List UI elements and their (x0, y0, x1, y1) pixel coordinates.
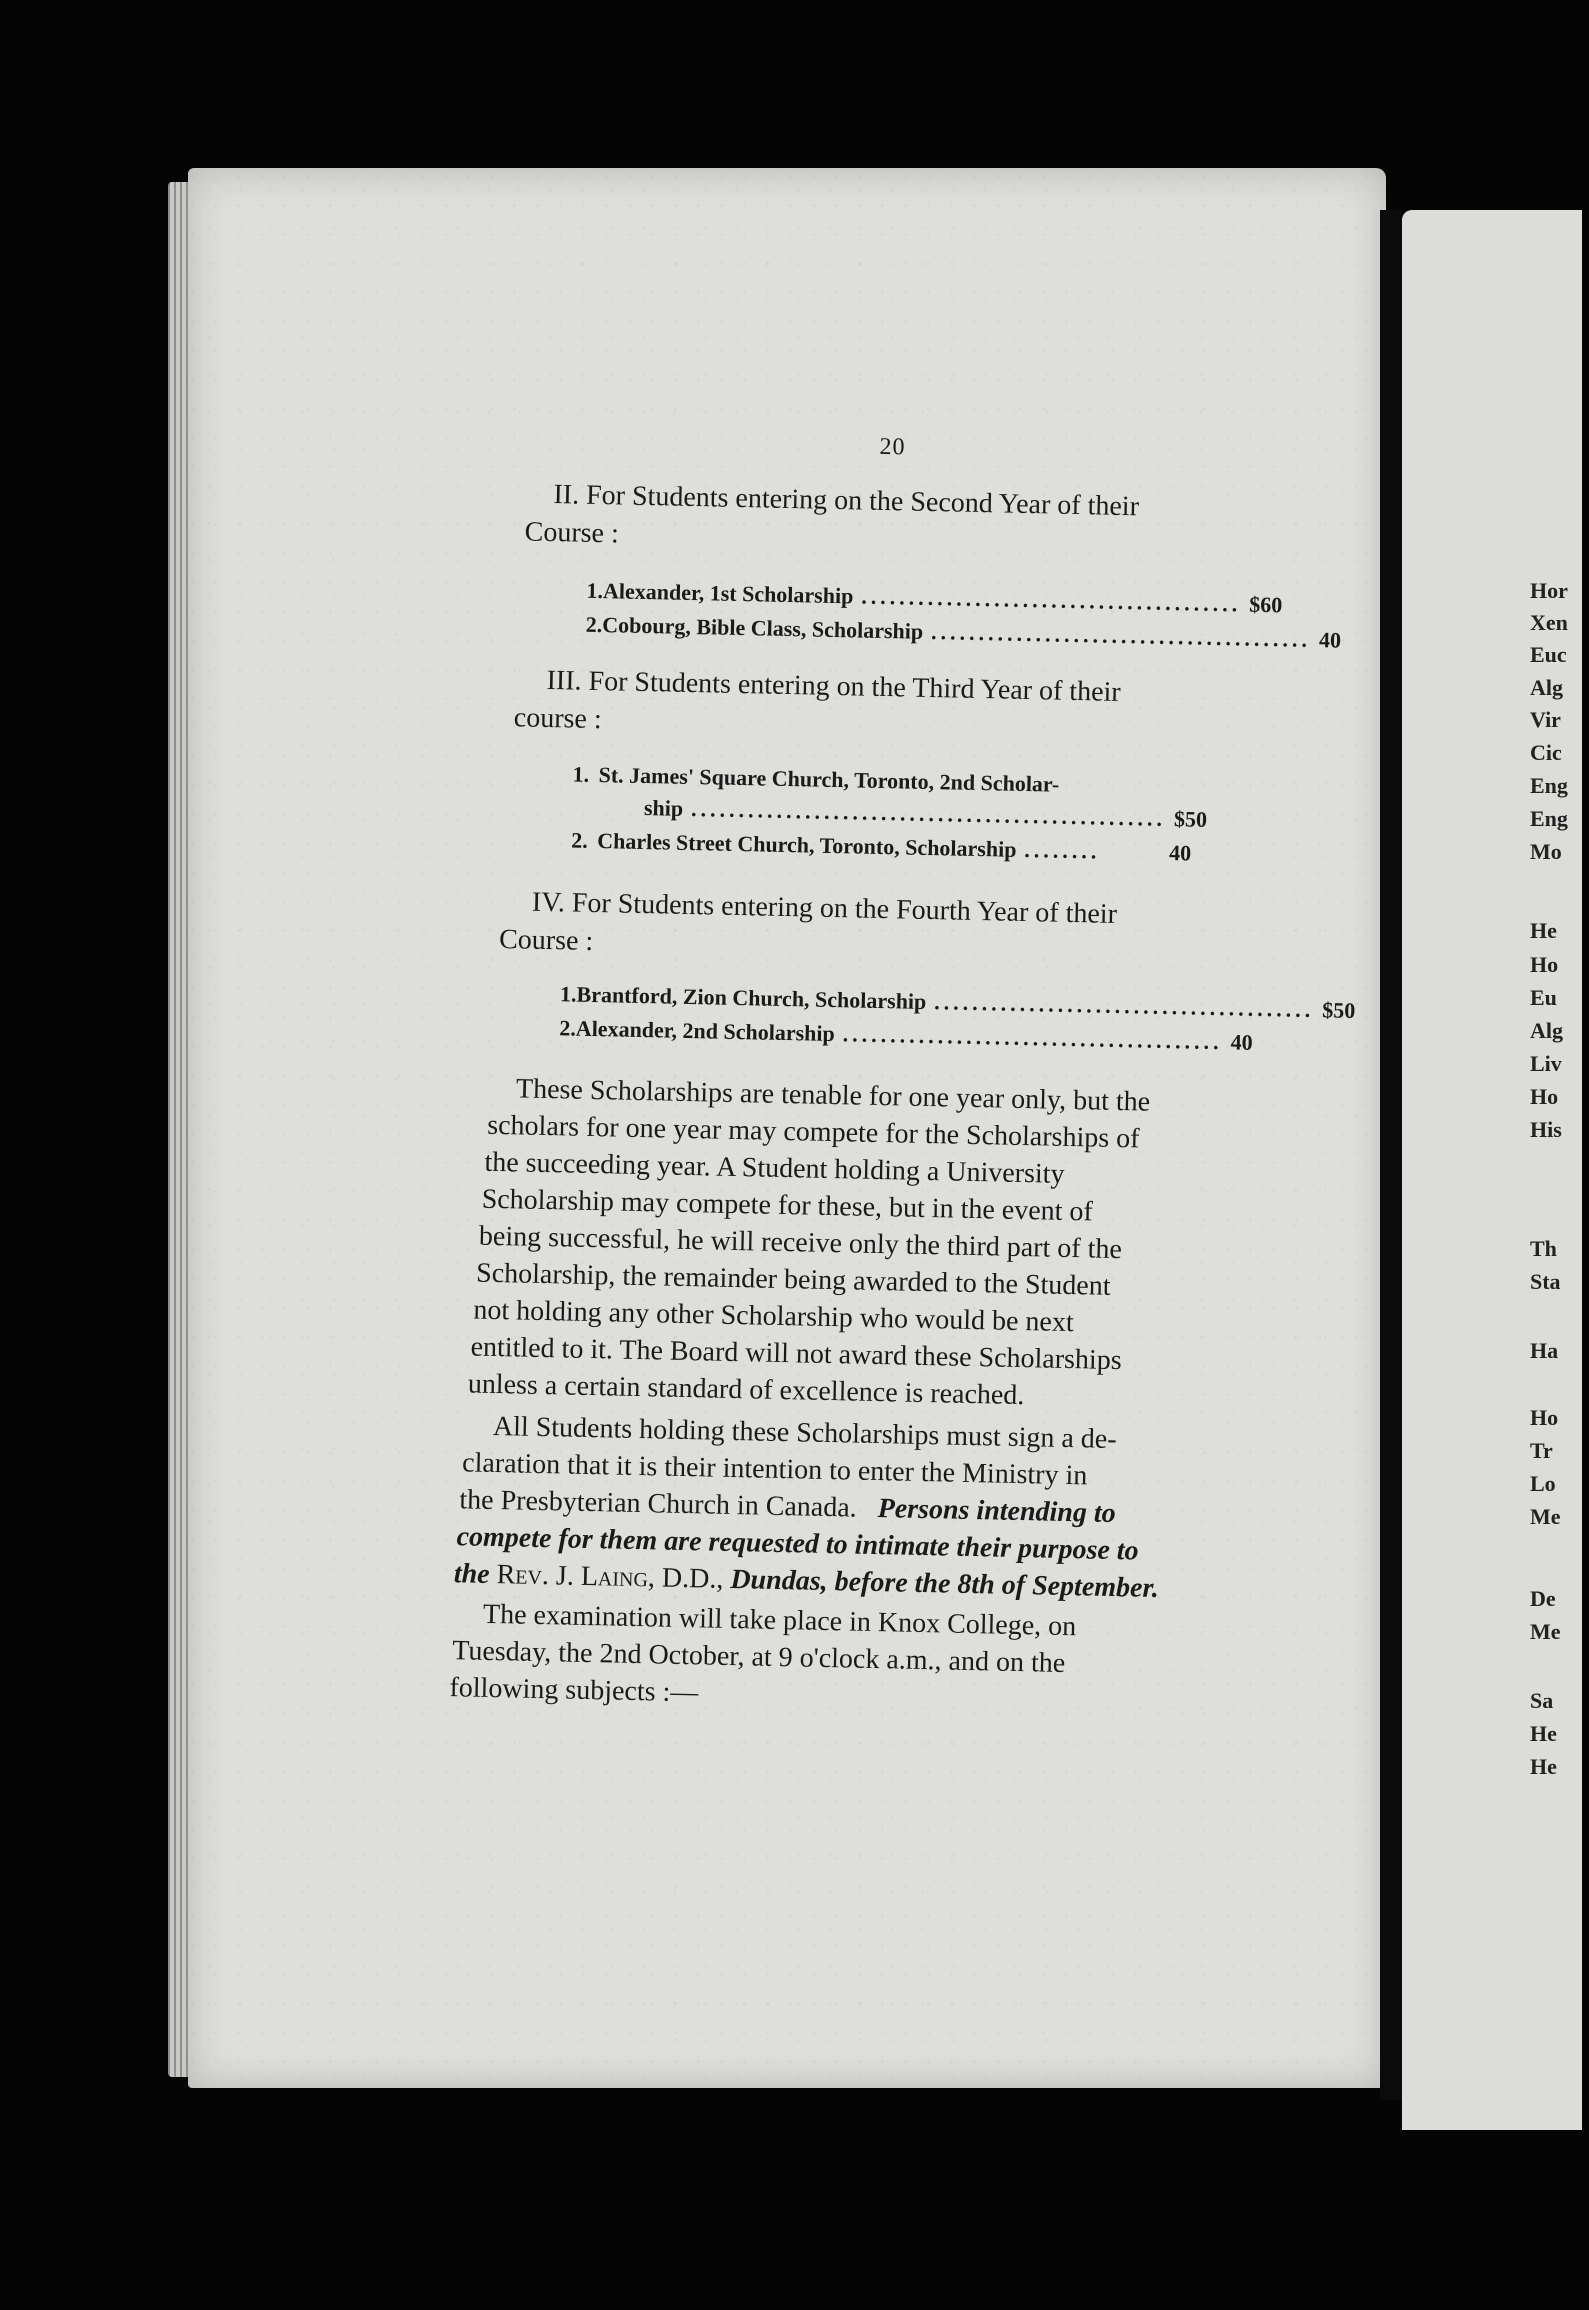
item-number: 2. (559, 1015, 577, 1041)
item-number: 2. (571, 827, 589, 853)
item-amount: $50 (1173, 806, 1208, 832)
leader-dots: ........................................ (861, 583, 1242, 617)
item-amount: 40 (1318, 627, 1342, 653)
right-fragment: Eng (1530, 806, 1568, 831)
item-text: St. James' Square Church, Toronto, 2nd Scholar- (598, 762, 1060, 797)
right-fragment: De (1530, 1586, 1556, 1611)
right-fragment: Sta (1530, 1269, 1561, 1294)
paragraph-line: being successful, he will receive only the third part of the (478, 1220, 1123, 1266)
paragraph-line: unless a certain standard of excellence is reached. (467, 1368, 1025, 1412)
list-item-continuation (643, 795, 1208, 832)
italic-text: the (453, 1558, 490, 1590)
section-heading-continuation: course : (513, 702, 602, 736)
leader-dots: .................................................. (690, 796, 1167, 831)
right-fragment: Euc (1530, 642, 1567, 667)
item-text: Alexander, 2nd Scholarship (575, 1015, 836, 1047)
right-fragment: Me (1530, 1619, 1561, 1644)
right-fragment: Alg (1530, 1018, 1563, 1043)
list-item (585, 611, 1342, 653)
item-number: 2. (585, 611, 603, 638)
paragraph-line: scholars for one year may compete for the Scholarships of (486, 1109, 1140, 1155)
right-fragment: He (1530, 918, 1557, 943)
paragraph-line: These Scholarships are tenable for one year only, but the (515, 1073, 1151, 1118)
paragraph-line: not holding any other Scholarship who would be next (473, 1294, 1074, 1339)
right-fragment: Ho (1530, 1084, 1559, 1109)
leader-dots: ........................................ (842, 1021, 1223, 1055)
item-text: Brantford, Zion Church, Scholarship (576, 981, 927, 1014)
item-amount: 40 (1230, 1029, 1253, 1055)
section-heading: III. For Students entering on the Third Year of their (546, 664, 1121, 708)
right-fragment: Th (1530, 1236, 1557, 1261)
leader-dots: ........................................ (934, 989, 1315, 1023)
item-text: Alexander, 1st Scholarship (602, 578, 854, 609)
paragraph-line: Scholarship, the remainder being awarded to the Student (475, 1257, 1111, 1302)
paragraph-line: following subjects :— (449, 1672, 699, 1709)
right-fragment: Vir (1530, 707, 1561, 732)
page-number: 20 (879, 433, 906, 461)
paragraph-line: The examination will take place in Knox College, on (482, 1598, 1077, 1643)
paragraph-line: compete for them are requested to intimate their purpose to (456, 1521, 1139, 1567)
right-fragment: Eng (1530, 773, 1568, 798)
section-heading: IV. For Students entering on the Fourth Year of their (531, 886, 1118, 930)
right-fragment: Ha (1530, 1338, 1559, 1363)
right-fragment: His (1530, 1117, 1562, 1142)
item-amount: 40 (1168, 840, 1192, 866)
italic-text: Persons intending to (877, 1493, 1117, 1530)
item-amount: $50 (1321, 997, 1356, 1023)
right-fragment: Tr (1530, 1438, 1553, 1463)
right-fragment: Eu (1530, 985, 1557, 1010)
plain-text: the Presbyterian Church in Canada. (459, 1484, 858, 1524)
section-heading-continuation: Course : (524, 516, 620, 550)
italic-text: Dundas, before the 8th of September. (730, 1563, 1160, 1604)
right-fragment: He (1530, 1754, 1557, 1779)
list-item (571, 828, 1191, 867)
right-fragment: Xen (1530, 610, 1568, 635)
right-fragment: Lo (1530, 1471, 1556, 1496)
paragraph-line: Scholarship may compete for these, but in the event of (481, 1183, 1094, 1228)
item-number: 1. (559, 981, 577, 1007)
right-fragment: Hor (1530, 578, 1568, 603)
right-fragment: Liv (1530, 1051, 1562, 1076)
item-text: ship (643, 795, 684, 821)
right-fragment: Cic (1530, 740, 1562, 765)
paragraph-line: All Students holding these Scholarships must sign a de- (492, 1410, 1117, 1456)
item-number: 1. (572, 761, 590, 787)
item-number: 1. (586, 577, 604, 604)
list-item (559, 981, 1356, 1023)
right-fragment: Mo (1530, 839, 1562, 864)
paragraph-line: Tuesday, the 2nd October, at 9 o'clock a.m., and on the (451, 1635, 1066, 1680)
item-amount: $60 (1249, 591, 1283, 618)
list-item (559, 1015, 1253, 1055)
item-text: Cobourg, Bible Class, Scholarship (602, 612, 924, 644)
leader-dots: ........................................ (930, 618, 1312, 652)
paragraph-line: claration that it is their intention to enter the Ministry in (461, 1447, 1088, 1492)
right-fragment: Ho (1530, 1405, 1559, 1430)
list-item (586, 577, 1283, 618)
right-fragment: Sa (1530, 1688, 1554, 1713)
right-fragment: Alg (1530, 675, 1563, 700)
paragraph-line: the succeeding year. A Student holding a University (484, 1146, 1065, 1190)
leader-dots: ........ (1024, 836, 1101, 864)
author-name: Rev. J. Laing, D.D., (496, 1559, 724, 1595)
section-heading: II. For Students entering on the Second Year of their (553, 479, 1140, 523)
paragraph-line: entitled to it. The Board will not award these Scholarships (470, 1331, 1122, 1377)
section-heading-continuation: Course : (498, 924, 594, 957)
right-fragment: He (1530, 1721, 1557, 1746)
right-fragment: Me (1530, 1504, 1561, 1529)
item-text: Charles Street Church, Toronto, Scholarship (597, 828, 1017, 862)
right-fragment: Ho (1530, 952, 1559, 977)
